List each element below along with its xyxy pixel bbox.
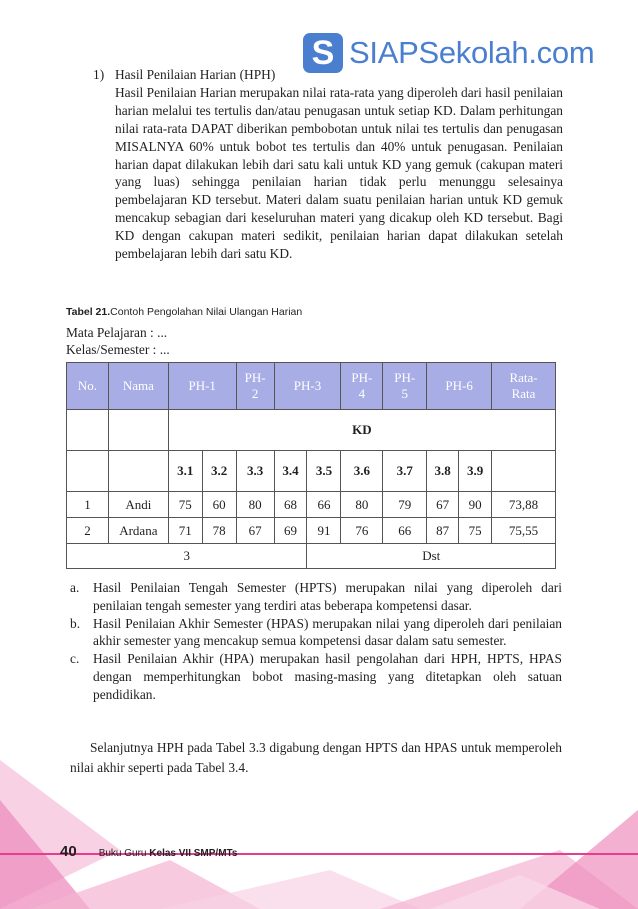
row-no: 2 xyxy=(67,518,109,544)
hph-title: Hasil Penilaian Harian (HPH) xyxy=(115,67,276,82)
score-cell: 67 xyxy=(236,518,274,544)
score-cell: 71 xyxy=(168,518,202,544)
row-nama: Andi xyxy=(108,492,168,518)
list-item-text: Hasil Penilaian Akhir Semester (HPAS) merupakan nilai yang diperoleh dari penilaian akhir semester yang mencakup semua kompetensi dasar dalam satu semester. xyxy=(93,615,562,649)
watermark-text: SIAPSekolah.com xyxy=(349,35,595,70)
class-line: Kelas/Semester : ... xyxy=(66,342,170,357)
score-cell: 76 xyxy=(341,518,383,544)
hph-number: 1) xyxy=(93,67,105,82)
hph-body: Hasil Penilaian Harian merupakan nilai rata-rata yang diperoleh dari hasil penilaian harian melalui tes tertulis dan/atau penugasan untuk setiap KD. Dalam perhitungan nilai rata-rata DAPAT diberikan pembobotan untuk nilai tes tertulis dan penugasan MISALNYA 60% untuk bobot tes tertulis dan 40% untuk penugasan. Penilaian harian dapat dilakukan lebih dari satu kali untuk KD yang gemuk (cakupan materi yang luas) sehingga penilaian harian tidak perlu menunggu selesainya pembelajaran KD tersebut. Materi dalam suatu penilaian harian untuk KD gemuk mencakup sebagian dari keseluruhan materi yang dicakup oleh KD tersebut. Bagi KD dengan cakupan materi sedikit, penilaian harian dapat dilakukan setelah pembelajaran lebih dari satu KD. xyxy=(115,84,563,262)
list-item xyxy=(70,615,562,651)
score-cell: 60 xyxy=(202,492,236,518)
score-cell: 91 xyxy=(307,518,341,544)
list-item-label: b. xyxy=(70,615,81,631)
closing-paragraph: Selanjutnya HPH pada Tabel 3.3 digabung dengan HPTS dan HPAS untuk memperoleh nilai akhir seperti pada Tabel 3.4. xyxy=(70,740,562,775)
table-footer-row xyxy=(67,544,556,569)
list-item-text: Hasil Penilaian Akhir (HPA) merupakan hasil pengolahan dari HPH, HPTS, HPAS dengan memperhitungkan bobot masing-masing yang ditetapkan oleh satuan pendidikan. xyxy=(93,651,562,702)
score-cell: 87 xyxy=(427,518,459,544)
table-row xyxy=(67,518,556,544)
hph-section xyxy=(93,66,563,263)
footer-left: 3 xyxy=(67,544,307,569)
score-cell: 66 xyxy=(307,492,341,518)
kd-code: 3.6 xyxy=(341,451,383,492)
col-header-ph6: PH-6 xyxy=(427,363,492,410)
kd-code: 3.1 xyxy=(168,451,202,492)
score-cell: 80 xyxy=(236,492,274,518)
table-caption-label: Tabel 21. xyxy=(66,306,111,318)
table-caption xyxy=(66,306,302,318)
kd-codes-row xyxy=(67,451,556,492)
score-cell: 69 xyxy=(274,518,307,544)
table-meta xyxy=(66,324,170,358)
col-header-ph3: PH-3 xyxy=(274,363,341,410)
kd-code: 3.9 xyxy=(459,451,492,492)
page-number: 40 xyxy=(60,843,77,860)
row-nama: Ardana xyxy=(108,518,168,544)
col-header-ph4: PH- 4 xyxy=(341,363,383,410)
footer-right: Dst xyxy=(307,544,556,569)
score-cell: 78 xyxy=(202,518,236,544)
kd-code: 3.4 xyxy=(274,451,307,492)
col-header-nama: Nama xyxy=(108,363,168,410)
score-cell: 67 xyxy=(427,492,459,518)
subject-line: Mata Pelajaran : ... xyxy=(66,325,168,340)
score-cell: 80 xyxy=(341,492,383,518)
score-cell: 66 xyxy=(383,518,427,544)
col-header-ph1: PH-1 xyxy=(168,363,236,410)
score-cell: 75 xyxy=(168,492,202,518)
list-item-label: c. xyxy=(70,651,80,667)
col-header-ph5: PH- 5 xyxy=(383,363,427,410)
score-cell: 79 xyxy=(383,492,427,518)
kd-code: 3.8 xyxy=(427,451,459,492)
book-title xyxy=(99,848,238,859)
row-avg: 75,55 xyxy=(492,518,556,544)
table-caption-text: Contoh Pengolahan Nilai Ulangan Harian xyxy=(110,306,303,318)
kd-code: 3.3 xyxy=(236,451,274,492)
kd-label-row xyxy=(67,410,556,451)
list-item-text: Hasil Penilaian Tengah Semester (HPTS) merupakan nilai yang diperoleh dari penilaian tengah semester yang terdiri atas beberapa kompetensi dasar. xyxy=(93,580,562,613)
row-avg: 73,88 xyxy=(492,492,556,518)
col-header-rata: Rata- Rata xyxy=(492,363,556,410)
kd-code: 3.2 xyxy=(202,451,236,492)
kd-code: 3.5 xyxy=(307,451,341,492)
table-row xyxy=(67,492,556,518)
list-item-label: a. xyxy=(70,580,80,595)
book-title-bold: Kelas VII SMP/MTs xyxy=(149,848,238,859)
list-item xyxy=(70,579,562,615)
decorative-background xyxy=(0,740,638,909)
score-cell: 68 xyxy=(274,492,307,518)
grade-table xyxy=(66,362,556,569)
kd-label: KD xyxy=(168,410,555,451)
col-header-no: No. xyxy=(67,363,109,410)
table-header-row xyxy=(67,363,556,410)
score-cell: 75 xyxy=(459,518,492,544)
kd-code: 3.7 xyxy=(383,451,427,492)
page-footer xyxy=(60,843,237,860)
score-cell: 90 xyxy=(459,492,492,518)
col-header-ph2: PH- 2 xyxy=(236,363,274,410)
watermark-logo-icon: S xyxy=(303,33,343,73)
row-no: 1 xyxy=(67,492,109,518)
book-title-prefix: Buku Guru xyxy=(98,848,150,859)
assessment-list xyxy=(70,579,562,704)
list-item xyxy=(70,650,562,703)
